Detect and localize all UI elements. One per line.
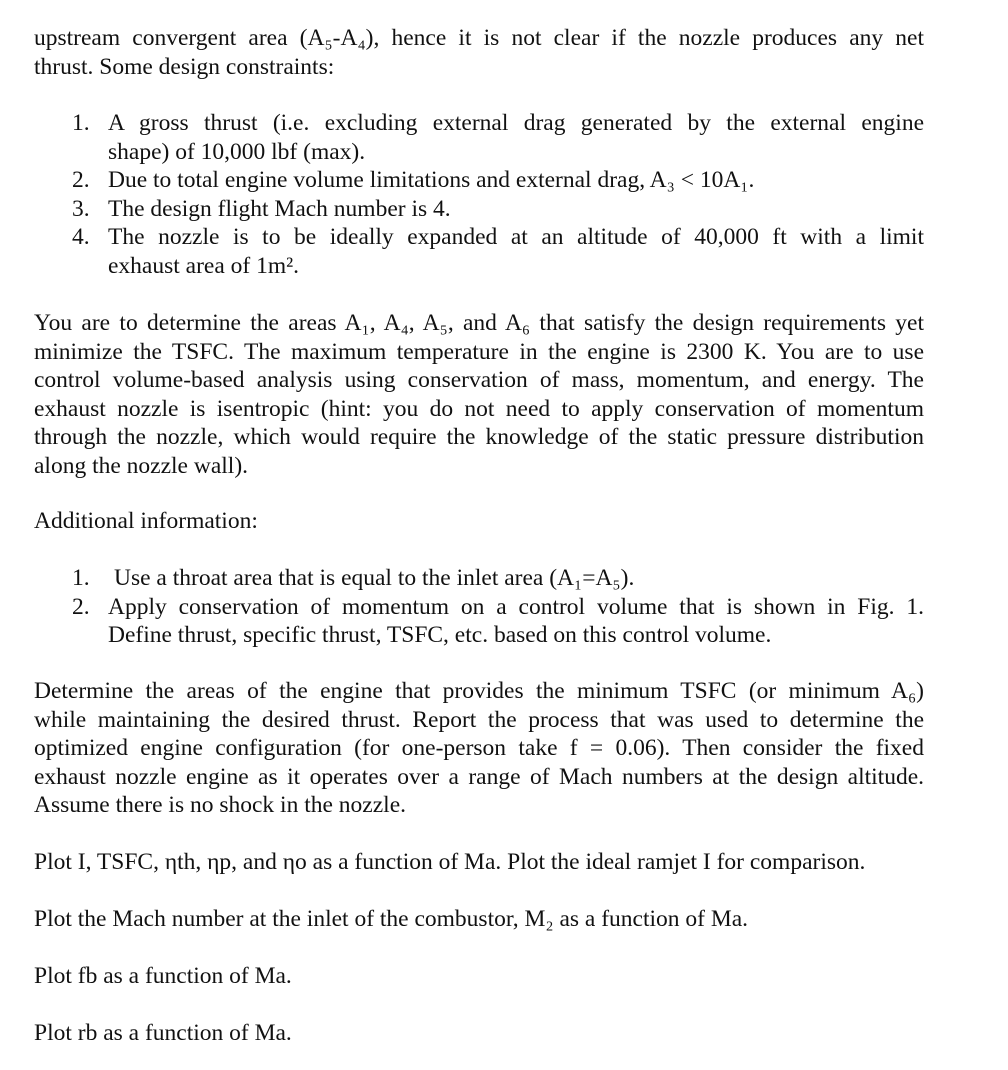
list-text: shape) of 10,000 lbf (max).: [108, 138, 366, 165]
paragraph-line: through the nozzle, which would require the knowledge of the static pressure distribution: [34, 424, 924, 450]
list-number: 1.: [72, 110, 90, 136]
list-number: 2.: [72, 593, 90, 620]
additional-info-list: [0, 564, 924, 650]
list-item: [0, 564, 924, 593]
list-text: Define thrust, specific thrust, TSFC, etc. based on this control volume.: [108, 622, 772, 648]
paragraph-line: Determine the areas of the engine that provides the minimum TSFC (or minimum A₆): [34, 678, 924, 704]
determine-paragraph: [34, 677, 924, 820]
requirements-paragraph: [34, 309, 924, 480]
paragraph-line: Assume there is no shock in the nozzle.: [34, 792, 406, 818]
list-number: 2.: [72, 167, 90, 193]
plot-instruction-2: Plot the Mach number at the inlet of the combustor, M₂ as a function of Ma.: [34, 906, 749, 932]
plot-instruction-4: Plot rb as a function of Ma.: [34, 1020, 292, 1046]
paragraph-line: control volume-based analysis using conservation of mass, momentum, and energy. The: [34, 367, 924, 393]
plot-instruction-3: Plot fb as a function of Ma.: [34, 963, 292, 989]
list-number: 3.: [72, 195, 90, 222]
intro-line-1: upstream convergent area (A₅-A₄), hence it is not clear if the nozzle produces any net: [34, 25, 924, 51]
additional-info-heading: Additional information:: [34, 508, 258, 534]
paragraph-line: exhaust nozzle engine as it operates over a range of Mach numbers at the design altitude.: [34, 763, 924, 790]
list-item: [0, 223, 924, 280]
list-text: The nozzle is to be ideally expanded at an altitude of 40,000 ft with a limit: [108, 224, 924, 250]
list-item: [0, 593, 924, 650]
list-text: Due to total engine volume limitations and external drag, A₃ < 10A₁.: [108, 167, 755, 193]
intro-line-2: thrust. Some design constraints:: [34, 53, 335, 80]
intro-paragraph: [34, 24, 924, 81]
paragraph-line: You are to determine the areas A₁, A₄, A₅, and A₆ that satisfy the design requirements yet: [34, 310, 924, 336]
constraints-list: [0, 109, 924, 280]
list-text: Apply conservation of momentum on a control volume that is shown in Fig. 1.: [108, 593, 924, 620]
list-text: Use a throat area that is equal to the inlet area (A₁=A₅).: [114, 565, 635, 591]
paragraph-line: optimized engine configuration (for one-person take f = 0.06). Then consider the fixed: [34, 735, 924, 761]
list-number: 1.: [72, 565, 90, 591]
list-text: The design flight Mach number is 4.: [108, 195, 451, 222]
paragraph-line: minimize the TSFC. The maximum temperature in the engine is 2300 K. You are to use: [34, 338, 924, 365]
list-item: [0, 166, 924, 195]
list-number: 4.: [72, 224, 90, 250]
list-item: [0, 195, 924, 224]
plot-instruction-1: Plot I, TSFC, ηth, ηp, and ηo as a function of Ma. Plot the ideal ramjet I for comparison.: [34, 849, 866, 875]
list-text: exhaust area of 1m².: [108, 252, 300, 279]
list-item: [0, 109, 924, 166]
paragraph-line: along the nozzle wall).: [34, 452, 249, 479]
list-text: A gross thrust (i.e. excluding external drag generated by the external engine: [108, 110, 924, 136]
paragraph-line: while maintaining the desired thrust. Report the process that was used to determine the: [34, 706, 924, 733]
paragraph-line: exhaust nozzle is isentropic (hint: you do not need to apply conservation of momentum: [34, 395, 924, 422]
